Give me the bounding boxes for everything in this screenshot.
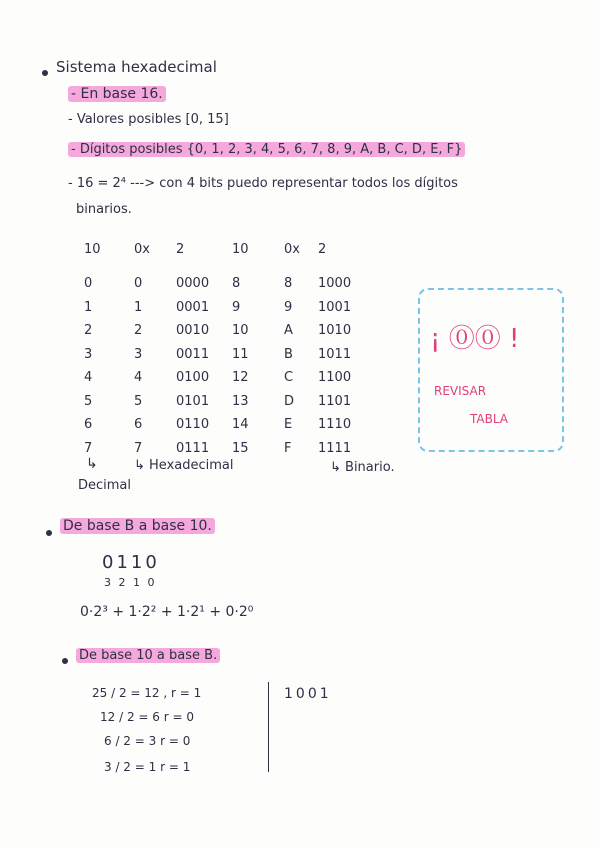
table-cell: 6 [134,417,143,432]
table-cell: 10 [232,323,249,338]
doodle-frame [418,288,564,452]
sec2-title [60,518,215,534]
table-cell: 1 [84,299,93,315]
table-cell: 5 [84,393,93,409]
table-cell: 14 [232,417,249,432]
table-cell: 2 [84,323,93,338]
sec2-formula: 0·2³ + 1·2² + 1·2¹ + 0·2⁰ [80,604,254,620]
sec3-result: 1001 [284,686,332,702]
sec3-line3: 6 / 2 = 3 r = 0 [104,734,191,748]
sec1-item1-text: - En base 16. [68,86,166,102]
table-cell: 0001 [176,299,210,315]
table-header-cell: 0x [284,242,300,257]
table-cell: 0000 [176,276,210,291]
table-cell: 9 [232,299,241,315]
sec1-item4b: binarios. [76,202,132,217]
sec3-line1: 25 / 2 = 12 , r = 1 [92,686,202,700]
table-cell: 1001 [318,299,352,315]
table-label-bin: ↳ Binario. [330,460,395,475]
table-cell: 7 [134,440,143,456]
table-cell: 2 [134,323,143,338]
table-cell: 3 [134,346,143,362]
bullet-sec1 [42,70,48,76]
table-cell: 13 [232,393,249,409]
table-cell: 0010 [176,323,210,338]
table-cell: 7 [84,440,93,456]
table-arrow-decimal: ↳ [86,456,98,472]
table-cell: 15 [232,440,249,456]
sec3-title-text: De base 10 a base B. [76,648,220,663]
table-cell: 1110 [318,417,352,432]
table-cell: C [284,370,294,385]
table-cell: 0100 [176,370,210,385]
table-cell: 1101 [318,393,352,409]
table-cell: 11 [232,346,249,362]
table-cell: 0011 [176,346,210,362]
division-divider [268,682,269,772]
table-cell: 8 [284,276,293,291]
sec3-title [76,648,220,663]
table-cell: 0 [84,276,93,291]
table-cell: 4 [84,370,93,385]
sec2-number: 0110 [102,552,160,573]
sec2-positions: 3 2 1 0 [104,576,157,589]
table-cell: B [284,346,293,362]
table-header-cell: 0x [134,242,150,257]
table-cell: 1011 [318,346,352,362]
table-cell: 8 [232,276,241,291]
table-cell: 5 [134,393,143,409]
sec1-item4a: - 16 = 2⁴ ---> con 4 bits puedo representar todos los dígitos [68,176,458,191]
table-cell: 0110 [176,417,210,432]
table-cell: 12 [232,370,249,385]
sec1-item3 [68,142,465,157]
table-cell: 0 [134,276,143,291]
doodle-text1: REVISAR [434,384,487,398]
table-header-cell: 10 [232,242,249,257]
table-cell: 6 [84,417,93,432]
table-cell: D [284,393,295,409]
sec1-title: Sistema hexadecimal [56,58,217,76]
table-cell: F [284,440,292,456]
sec1-item3-text: - Dígitos posibles {0, 1, 2, 3, 4, 5, 6, 7, 8, 9, A, B, C, D, E, F} [68,142,465,157]
table-cell: E [284,417,293,432]
table-header-cell: 2 [176,242,185,257]
table-cell: A [284,323,293,338]
table-cell: 1000 [318,276,352,291]
table-header-cell: 2 [318,242,327,257]
sec3-line2: 12 / 2 = 6 r = 0 [100,710,194,724]
table-cell: 4 [134,370,143,385]
sec1-item1 [68,86,166,102]
table-cell: 1010 [318,323,352,338]
sec1-item2: - Valores posibles [0, 15] [68,112,229,127]
doodle-face: ¡ ⓪⓪ ! [430,324,520,354]
sec2-title-text: De base B a base 10. [60,518,215,534]
table-cell: 1 [134,299,143,315]
table-cell: 1100 [318,370,352,385]
sec3-line4: 3 / 2 = 1 r = 1 [104,760,191,774]
table-cell: 0101 [176,393,210,409]
table-cell: 0111 [176,440,210,456]
doodle-text2: TABLA [470,412,509,426]
table-cell: 9 [284,299,293,315]
table-label-decimal: Decimal [78,478,132,493]
bullet-sec3 [62,658,68,664]
bullet-sec2 [46,530,52,536]
table-cell: 3 [84,346,93,362]
table-label-hex: ↳ Hexadecimal [134,458,234,473]
table-header-cell: 10 [84,242,101,257]
table-cell: 1111 [318,440,352,456]
